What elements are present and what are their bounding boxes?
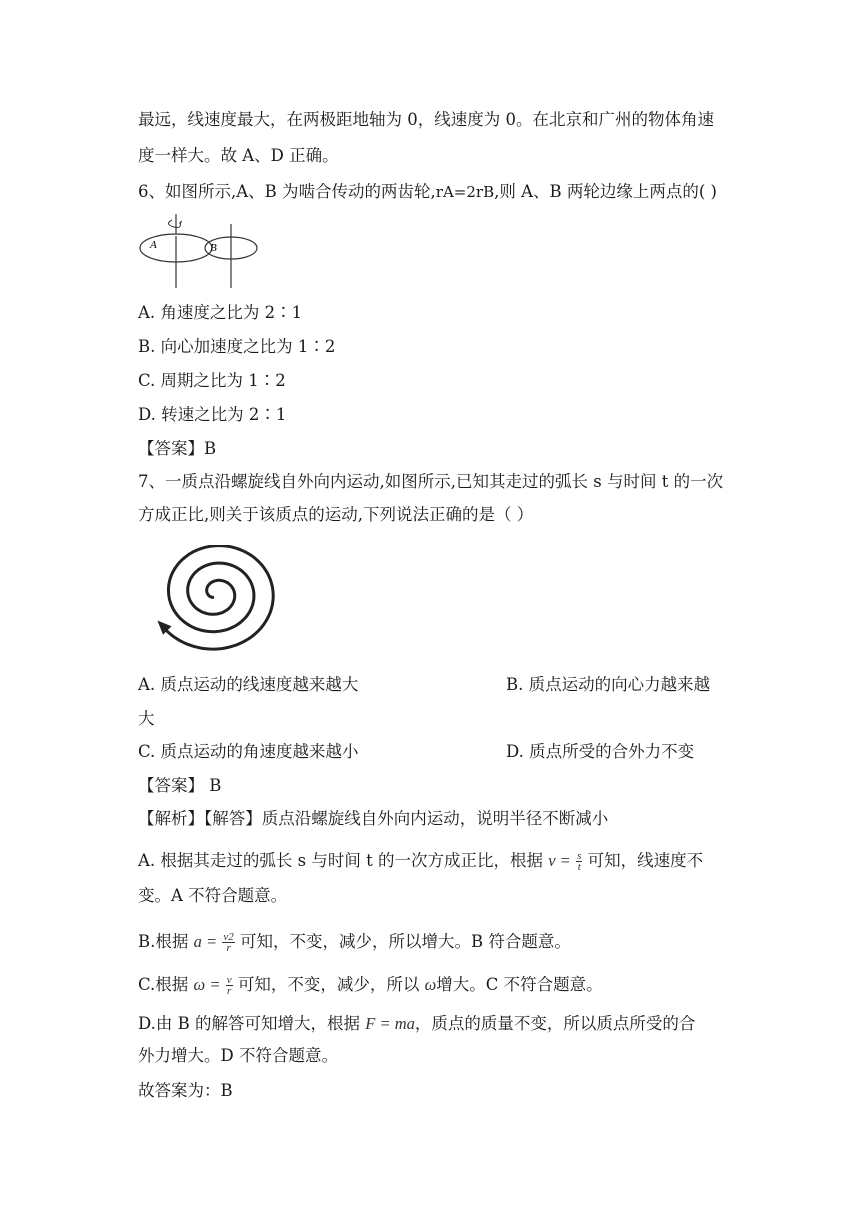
q7-option-c: C. 质点运动的角速度越来越小 (138, 742, 359, 761)
formula-v: v = $\frac{s}{t}$ (548, 850, 582, 873)
spiral-figure (144, 545, 294, 660)
solution-a-line-1: A. 根据其走过的弧长 s 与时间 t 的一次方成正比，根据 v = $\frac{s}{t}$ 可知，线速度不 (138, 850, 704, 873)
q7-stem-line-2: 方成正比,则关于该质点的运动,下列说法正确的是（ ） (138, 505, 534, 524)
q6-answer: 【答案】B (138, 439, 217, 458)
q7-option-b-continued: 大 (138, 709, 155, 728)
q6-option-c: C. 周期之比为 1∶2 (138, 371, 286, 390)
q7-option-a: A. 质点运动的线速度越来越大 (138, 675, 359, 694)
q7-stem-line-1: 7、一质点沿螺旋线自外向内运动,如图所示,已知其走过的弧长 s 与时间 t 的一次 (138, 472, 724, 491)
q6-prefix: 6、如图所示,A、B 为啮合传动的两齿轮, (138, 182, 436, 201)
solution-b: B.根据 a = $\frac{v2}{r}$ 可知，不变，减少，所以增大。B 符合题意。 (138, 931, 571, 954)
q6-relation: rA=2rB (435, 183, 495, 201)
solution-d-line-2: 外力增大。D 不符合题意。 (138, 1046, 338, 1065)
gear-b-label: B (210, 242, 217, 254)
q6-option-b: B. 向心加速度之比为 1∶2 (138, 337, 336, 356)
final-answer: 故答案为：B (138, 1081, 233, 1100)
solution-a-line-2: 变。A 不符合题意。 (138, 886, 288, 905)
solution-d-line-1: D.由 B 的解答可知增大，根据 F = ma，质点的质量不变，所以质点所受的合 (138, 1014, 696, 1033)
q7-answer: 【答案】 B (138, 776, 222, 795)
text-line-2: 度一样大。故 A、D 正确。 (138, 146, 339, 165)
text-line-1: 最远，线速度最大，在两极距地轴为 0，线速度为 0。在北京和广州的物体角速 (138, 110, 714, 129)
formula-a: a = $\frac{v2}{r}$ (193, 931, 234, 954)
q6-option-d: D. 转速之比为 2∶1 (138, 405, 287, 424)
q7-analysis: 【解析】【解答】质点沿螺旋线自外向内运动，说明半径不断减小 (138, 809, 609, 828)
gear-a-label: A (150, 239, 157, 251)
formula-omega: ω = $\frac{v}{r}$ (193, 974, 232, 997)
q6-option-a: A. 角速度之比为 2∶1 (138, 303, 303, 322)
solution-c: C.根据 ω = $\frac{v}{r}$ 可知，不变，减少，所以 ω增大。C 不符合题意。 (138, 974, 603, 997)
formula-f-ma: F = ma (365, 1014, 415, 1033)
gears-figure (136, 214, 266, 294)
q7-option-d: D. 质点所受的合外力不变 (506, 742, 695, 761)
q6-suffix: ,则 A、B 两轮边缘上两点的( ) (494, 182, 717, 201)
question-6-stem (138, 180, 717, 204)
q7-option-b: B. 质点运动的向心力越来越 (506, 675, 711, 694)
omega-symbol: ω (424, 975, 437, 994)
